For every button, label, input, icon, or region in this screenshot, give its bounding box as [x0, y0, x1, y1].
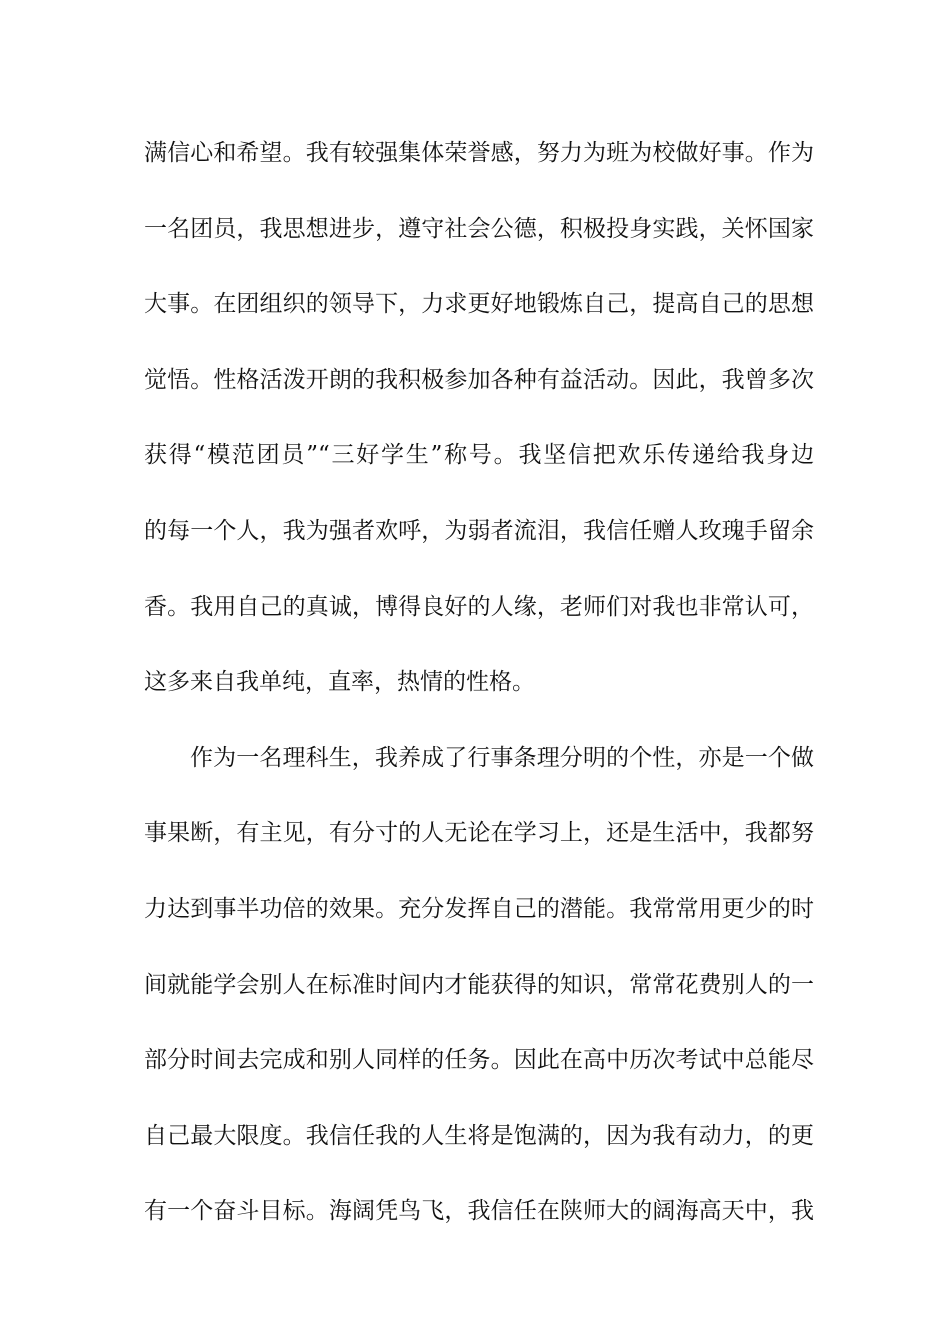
text-line: 有一个奋斗目标。海阔凭鸟飞，我信任在陕师大的阔海高天中，我 [144, 1198, 814, 1225]
text-line: 觉悟。性格活泼开朗的我积极参加各种有益活动。因此，我曾多次 [144, 366, 814, 393]
body-text [144, 134, 814, 1268]
text-line: 大事。在团组织的领导下，力求更好地锻炼自己，提高自己的思想 [144, 291, 814, 318]
text-line: 满信心和希望。我有较强集体荣誉感，努力为班为校做好事。作为 [144, 140, 814, 166]
text-line: 事果断，有主见，有分寸的人无论在学习上，还是生活中，我都努 [144, 820, 814, 847]
text-line: 部分时间去完成和别人同样的任务。因此在高中历次考试中总能尽 [144, 1047, 814, 1074]
text-line: 的每一个人，我为强者欢呼，为弱者流泪，我信任赠人玫瑰手留余 [144, 517, 814, 544]
text-line: 间就能学会别人在标准时间内才能获得的知识，常常花费别人的一 [144, 971, 814, 998]
paragraph-start-line: 作为一名理科生，我养成了行事条理分明的个性，亦是一个做 [190, 744, 814, 771]
text-line: 一名团员，我思想进步，遵守社会公德，积极投身实践，关怀国家 [144, 215, 814, 242]
paragraph-end-line: 这多来自我单纯，直率，热情的性格。 [144, 669, 535, 696]
text-line: 自己最大限度。我信任我的人生将是饱满的，因为我有动力，的更 [144, 1122, 814, 1149]
text-line: 获得“模范团员”“三好学生”称号。我坚信把欢乐传递给我身边 [144, 442, 814, 469]
text-line: 香。我用自己的真诚，博得良好的人缘，老师们对我也非常认可， [144, 593, 814, 620]
text-line: 力达到事半功倍的效果。充分发挥自己的潜能。我常常用更少的时 [144, 895, 814, 922]
